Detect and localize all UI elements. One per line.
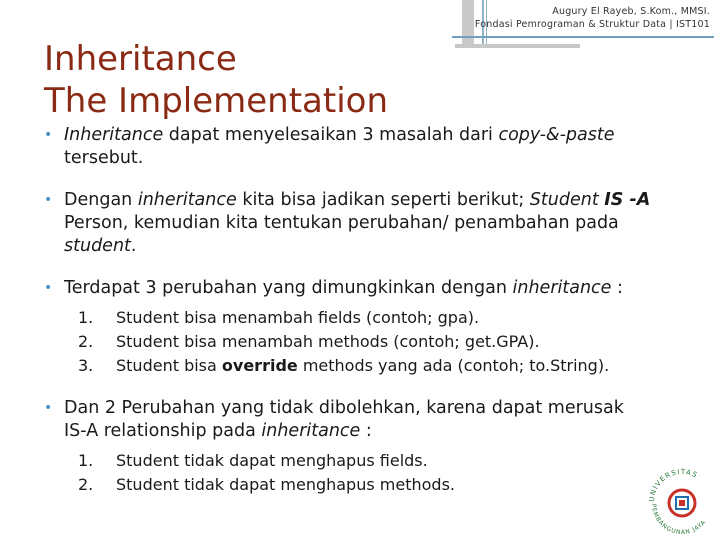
logo-text-bottom: PEMBANGUNAN JAYA <box>649 503 708 537</box>
author-line: Augury El Rayeb, S.Kom., MMSI. <box>552 6 710 17</box>
bullet-text: Dengan inheritance kita bisa jadikan seperti berikut; Student IS -A Person, kemudian kita tentukan perubahan/ penambahan pada student. <box>64 190 651 256</box>
header-accent-bar <box>455 44 580 48</box>
title-line-1: Inheritance <box>44 39 237 79</box>
list-item: 3. Student bisa override methods yang ada (contoh; to.String). <box>78 356 610 375</box>
bullet-4 <box>44 397 694 497</box>
bullet-3 <box>44 277 694 378</box>
bullet-text: Dan 2 Perubahan yang tidak dibolehkan, karena dapat merusak IS-A relationship pada inheritance : <box>64 398 624 441</box>
list-item: 1. Student tidak dapat menghapus fields. <box>78 451 428 470</box>
list-item: 2. Student tidak dapat menghapus methods. <box>78 475 455 494</box>
university-logo <box>644 462 720 540</box>
bullet-dot-icon: • <box>44 127 53 143</box>
bullet-text: Inheritance dapat menyelesaikan 3 masalah dari copy-&-paste tersebut. <box>64 125 615 168</box>
bullet-dot-icon: • <box>44 280 53 296</box>
title-line-2: The Implementation <box>44 81 389 121</box>
bullet-dot-icon: • <box>44 400 53 416</box>
numbered-list <box>64 449 694 497</box>
bullet-dot-icon: • <box>44 192 53 208</box>
slide-title <box>44 38 388 122</box>
numbered-list <box>64 306 694 378</box>
svg-text:UNIVERSITAS <box>648 468 699 502</box>
bullet-2 <box>44 189 694 258</box>
list-item: 2. Student bisa menambah methods (contoh; get.GPA). <box>78 332 540 351</box>
bullet-1 <box>44 124 694 170</box>
bullet-text: Terdapat 3 perubahan yang dimungkinkan dengan inheritance : <box>64 278 623 298</box>
logo-text-top: UNIVERSITAS <box>647 467 700 503</box>
slide-header <box>475 5 710 31</box>
list-item: 1. Student bisa menambah fields (contoh; gpa). <box>78 308 480 327</box>
header-divider <box>452 36 714 38</box>
course-line: Fondasi Pemrograman & Struktur Data | IST101 <box>474 19 710 30</box>
slide-content <box>44 124 694 497</box>
logo-center-icon <box>679 500 685 506</box>
